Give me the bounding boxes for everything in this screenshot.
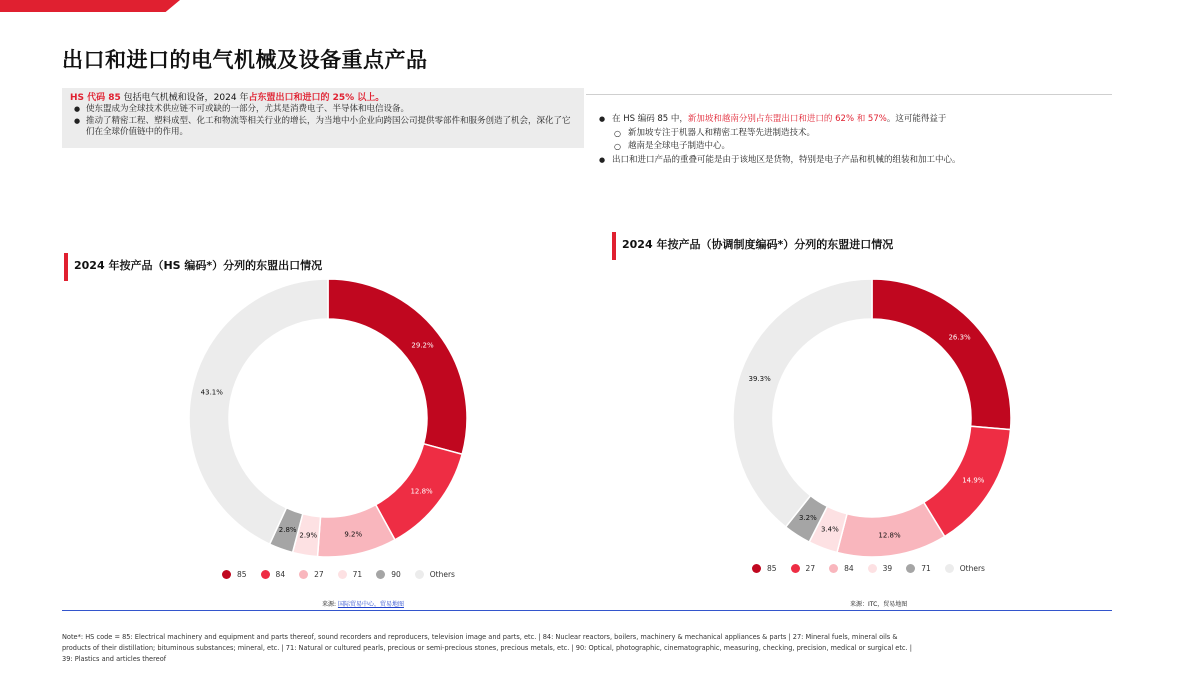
legend-swatch bbox=[752, 564, 761, 573]
legend-item-39 bbox=[868, 564, 893, 573]
legend-item-others bbox=[945, 564, 985, 573]
lead-highlight: HS 代码 85 bbox=[70, 93, 121, 103]
donut-slice-others bbox=[733, 279, 872, 527]
export-chart-title-text: 2024 年按产品（HS 编码*）分列的东盟出口情况 bbox=[74, 259, 323, 272]
summary-bullet-2: ● 推动了精密工程、塑料成型、化工和物流等相关行业的增长，为当地中小企业向跨国公司提供零部件和服务创造了机会，深化了它们在全球价值链中的作用。 bbox=[70, 116, 576, 139]
data-label-71: 2.9% bbox=[299, 531, 318, 540]
data-label-39: 3.4% bbox=[820, 525, 839, 534]
legend-label: Others bbox=[429, 570, 455, 579]
import-chart-title-text: 2024 年按产品（协调制度编码*）分列的东盟进口情况 bbox=[622, 238, 894, 251]
insight-bullet-1-highlight: 新加坡和越南分别占东盟出口和进口的 62% 和 57% bbox=[687, 114, 887, 124]
legend-swatch bbox=[829, 564, 838, 573]
data-label-71: 3.2% bbox=[798, 514, 817, 523]
export-source-link[interactable]: 国际贸易中心，贸易地图 bbox=[337, 601, 404, 608]
insight-sub-2: ○ 越南是全球电子制造中心。 bbox=[596, 140, 1116, 154]
insight-bullet-1-pre: 在 HS 编码 85 中， bbox=[612, 114, 688, 124]
legend-label: 84 bbox=[275, 570, 286, 579]
legend-swatch bbox=[791, 564, 800, 573]
legend-swatch bbox=[945, 564, 954, 573]
import-source-prefix: 来源：ITC，贸易地图 bbox=[850, 601, 908, 608]
legend-label: 85 bbox=[237, 570, 247, 579]
insight-bullet-1-post: 。这可能得益于 bbox=[886, 114, 947, 124]
donut-slice-85 bbox=[872, 279, 1011, 430]
lead-highlight-2: 占东盟出口和进口的 25% 以上。 bbox=[248, 93, 385, 103]
import-chart-legend bbox=[752, 564, 999, 573]
data-label-others: 43.1% bbox=[200, 388, 223, 397]
legend-item-27 bbox=[791, 564, 816, 573]
legend-label: Others bbox=[959, 564, 985, 573]
data-label-27: 14.9% bbox=[962, 476, 985, 485]
data-label-84: 12.8% bbox=[878, 531, 901, 540]
source-divider bbox=[62, 610, 1112, 611]
footnote: Note*: HS code = 85: Electrical machinery and equipment and parts thereof, sound recorders and reproducers, television image and parts, etc. | 84: Nuclear reactors, boilers, machinery & mechanical appliances & parts | 27: Mineral fuels, mineral oils & products of their distillation; bituminous substances; mineral, etc. | 71: Natural or cultured pearls, precious or semi-precious stones, precious metals, etc. | 90: Optical, photographic, cinematographic, measuring, checking, precision, medical or surgical etc. | 39: Plastics and articles thereof bbox=[62, 633, 912, 663]
legend-label: 27 bbox=[314, 570, 324, 579]
insight-sub-1: ○ 新加坡专注于机器人和精密工程等先进制造技术。 bbox=[596, 127, 1116, 141]
summary-bullet-1: ● 使东盟成为全球技术供应链不可或缺的一部分，尤其是消费电子、半导体和电信设备。 bbox=[70, 104, 576, 116]
legend-item-84 bbox=[829, 564, 854, 573]
legend-item-85 bbox=[752, 564, 777, 573]
insight-bullet-2: ● 出口和进口产品的重叠可能是由于该地区是货物，特别是电子产品和机械的组装和加工中心。 bbox=[596, 154, 1116, 168]
data-label-85: 29.2% bbox=[411, 341, 434, 350]
legend-label: 84 bbox=[844, 564, 854, 573]
legend-label: 27 bbox=[805, 564, 816, 573]
legend-label: 39 bbox=[882, 564, 893, 573]
legend-swatch bbox=[906, 564, 915, 573]
lead-text: 包括电气机械和设备，2024 年 bbox=[120, 93, 249, 103]
data-label-27: 9.2% bbox=[344, 530, 363, 539]
donut-slice-84 bbox=[837, 502, 945, 557]
data-label-90: 2.8% bbox=[278, 525, 297, 534]
legend-label: 85 bbox=[767, 564, 777, 573]
legend-item-71 bbox=[906, 564, 931, 573]
page-title: 出口和进口的电气机械及设备重点产品 bbox=[62, 48, 428, 72]
import-source bbox=[850, 599, 907, 608]
data-label-others: 39.3% bbox=[748, 374, 771, 383]
data-label-84: 12.8% bbox=[410, 487, 433, 496]
legend-label: 71 bbox=[921, 564, 931, 573]
data-label-85: 26.3% bbox=[948, 333, 971, 342]
legend-swatch bbox=[868, 564, 877, 573]
export-source-prefix: 来源: bbox=[322, 601, 338, 608]
legend-label: 90 bbox=[391, 570, 401, 579]
legend-label: 71 bbox=[352, 570, 363, 579]
